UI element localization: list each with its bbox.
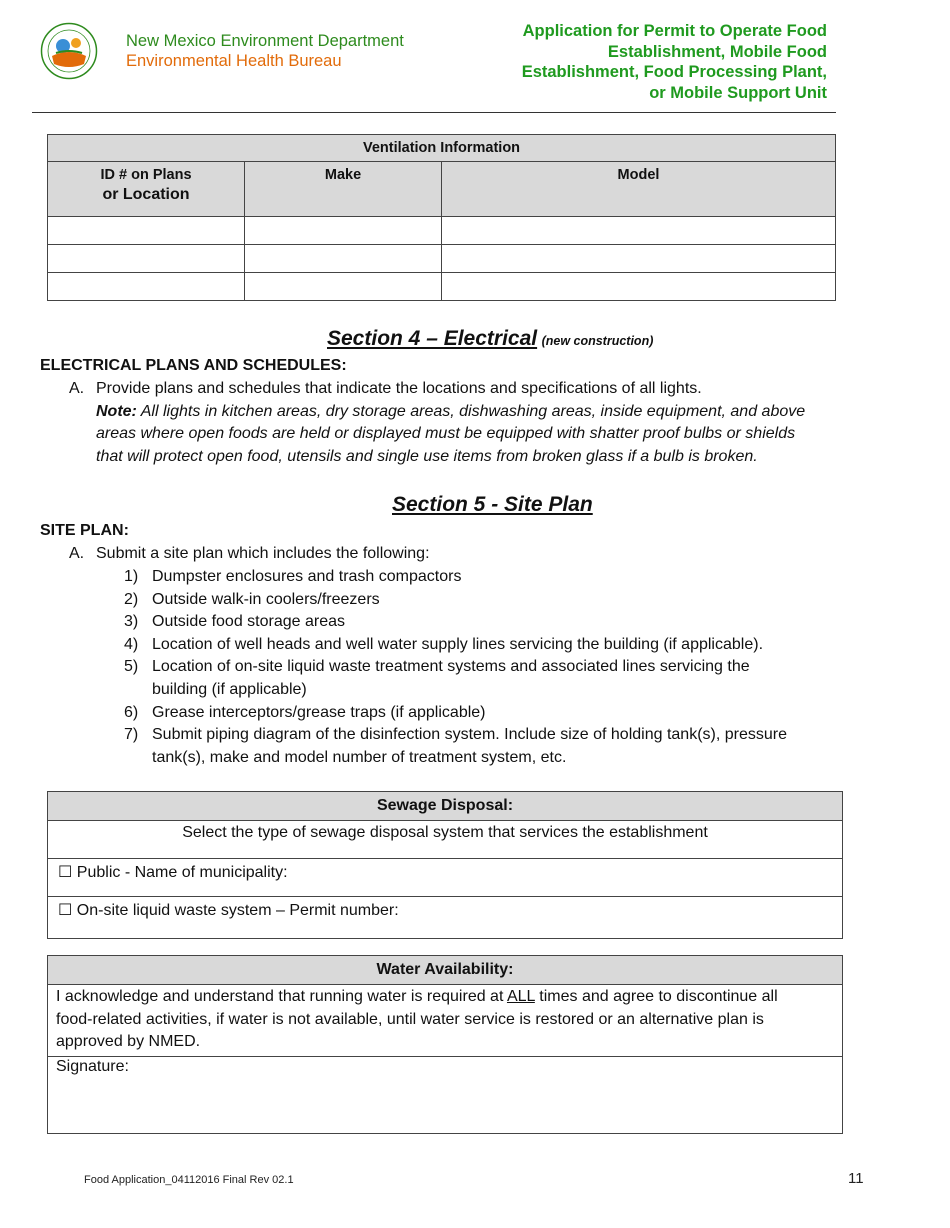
onsite-checkbox[interactable]: ☐ xyxy=(58,902,73,919)
col-header-make: Make xyxy=(245,162,442,217)
ack-text: food-related activities, if water is not available, until water service is restored or an alternative plan is xyxy=(56,1010,764,1028)
water-acknowledgement xyxy=(48,985,843,1057)
list-text: Dumpster enclosures and trash compactors xyxy=(152,568,462,585)
sewage-instruction: Select the type of sewage disposal system that services the establishment xyxy=(48,821,843,859)
electrical-item-text: Provide plans and schedules that indicate the locations and specifications of all lights. xyxy=(96,380,702,397)
list-text-cont: building (if applicable) xyxy=(152,681,307,698)
water-availability-table xyxy=(47,955,843,1134)
electrical-item xyxy=(96,378,836,468)
id-cell[interactable] xyxy=(48,217,245,245)
list-number: 5) xyxy=(124,658,139,675)
dept-line-2: Environmental Health Bureau xyxy=(126,52,342,70)
section5-title: Section 5 - Site Plan xyxy=(392,493,593,516)
nmed-seal-icon xyxy=(40,22,98,80)
public-checkbox[interactable]: ☐ xyxy=(58,864,73,881)
app-title-line: Establishment, Mobile Food xyxy=(607,42,827,61)
site-item-letter: A. xyxy=(69,545,85,562)
model-cell[interactable] xyxy=(442,273,836,301)
list-number: 4) xyxy=(124,636,139,653)
electrical-heading: ELECTRICAL PLANS AND SCHEDULES: xyxy=(40,357,347,374)
col-header-id-line1: ID # on Plans xyxy=(100,167,192,183)
application-title xyxy=(467,21,827,104)
ack-text: times and agree to discontinue all xyxy=(534,988,778,1005)
list-text: Grease interceptors/grease traps (if applicable) xyxy=(152,704,486,721)
list-number: 6) xyxy=(124,704,139,721)
site-item-text: Submit a site plan which includes the following: xyxy=(96,545,430,562)
electrical-item-letter: A. xyxy=(69,380,85,397)
id-cell[interactable] xyxy=(48,245,245,273)
section4-heading xyxy=(327,327,653,351)
section4-title: Section 4 – Electrical xyxy=(327,327,538,350)
electrical-note xyxy=(96,401,836,469)
list-number: 3) xyxy=(124,613,139,630)
col-header-id xyxy=(48,162,245,217)
list-number: 7) xyxy=(124,726,139,743)
list-text: Outside walk-in coolers/freezers xyxy=(152,591,380,608)
table-row xyxy=(48,217,836,245)
signature-field[interactable] xyxy=(48,1056,843,1133)
table-row xyxy=(48,273,836,301)
section4-subtitle: (new construction) xyxy=(541,334,654,348)
site-plan-heading: SITE PLAN: xyxy=(40,522,129,539)
note-line: that will protect open food, utensils and single use items from broken glass if a bulb is broken. xyxy=(96,447,758,465)
col-header-model: Model xyxy=(442,162,836,217)
col-header-id-line2: or Location xyxy=(102,186,190,203)
note-line: areas where open foods are held or displayed must be equipped with shatter proof bulbs or shields xyxy=(96,425,796,442)
department-name xyxy=(126,31,404,71)
signature-label: Signature: xyxy=(56,1057,129,1075)
list-text: Outside food storage areas xyxy=(152,613,346,630)
ack-emphasis: ALL xyxy=(506,988,535,1005)
sewage-disposal-table xyxy=(47,791,843,939)
ack-text: I acknowledge and understand that running water is required at xyxy=(56,988,507,1005)
footer-doc-id: Food Application_04112016 Final Rev 02.1 xyxy=(84,1174,294,1186)
app-title-line: Application for Permit to Operate Food xyxy=(522,22,827,40)
app-title-line: or Mobile Support Unit xyxy=(649,84,827,103)
list-text-cont: tank(s), make and model number of treatment system, etc. xyxy=(152,749,567,766)
dept-line-1: New Mexico Environment Department xyxy=(126,32,404,50)
list-text: Submit piping diagram of the disinfection system. Include size of holding tank(s), pressure xyxy=(152,726,787,743)
ventilation-table xyxy=(47,134,836,301)
id-cell[interactable] xyxy=(48,273,245,301)
sewage-option-public xyxy=(48,859,843,897)
note-line: All lights in kitchen areas, dry storage areas, dishwashing areas, inside equipment, and above xyxy=(140,402,806,420)
note-label: Note: xyxy=(96,402,137,420)
model-cell[interactable] xyxy=(442,217,836,245)
sewage-option-onsite xyxy=(48,897,843,939)
sewage-title: Sewage Disposal: xyxy=(48,792,843,821)
header-divider xyxy=(32,112,836,113)
make-cell[interactable] xyxy=(245,217,442,245)
list-text: Location of well heads and well water supply lines servicing the building (if applicable). xyxy=(152,636,764,653)
public-option-label: Public - Name of municipality: xyxy=(76,864,288,881)
page-number: 11 xyxy=(848,1170,864,1187)
list-number: 1) xyxy=(124,568,139,585)
onsite-option-label: On-site liquid waste system – Permit number: xyxy=(76,902,399,919)
table-row xyxy=(48,245,836,273)
model-cell[interactable] xyxy=(442,245,836,273)
water-title: Water Availability: xyxy=(48,956,843,985)
app-title-line: Establishment, Food Processing Plant, xyxy=(521,63,827,82)
list-number: 2) xyxy=(124,591,139,608)
make-cell[interactable] xyxy=(245,245,442,273)
make-cell[interactable] xyxy=(245,273,442,301)
ventilation-table-title: Ventilation Information xyxy=(48,135,836,162)
list-text: Location of on-site liquid waste treatment systems and associated lines servicing the xyxy=(152,658,750,675)
ack-text: approved by NMED. xyxy=(56,1033,201,1050)
